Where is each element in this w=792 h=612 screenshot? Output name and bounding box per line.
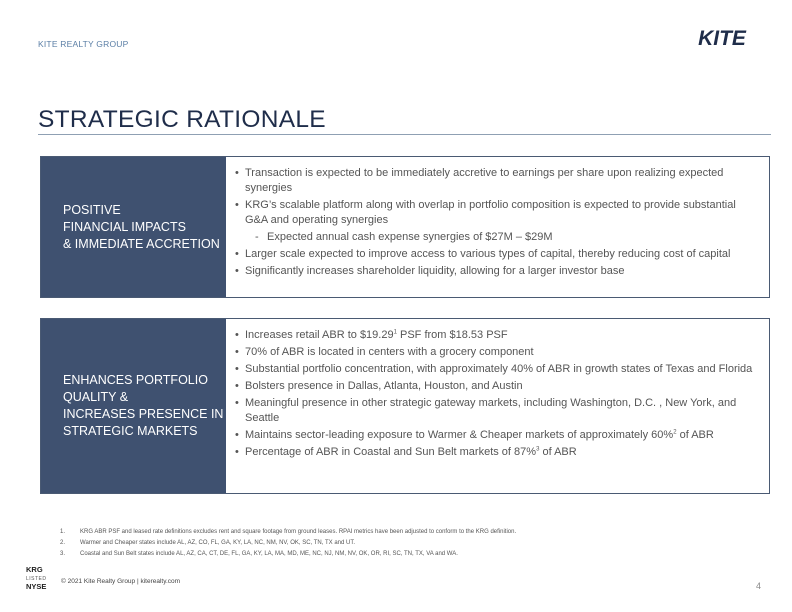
financial-impacts-bullets: [235, 166, 759, 281]
bullet-item: • 70% of ABR is located in centers with a grocery component: [235, 345, 759, 360]
footnote: 1. KRG ABR PSF and leased rate definitions excludes rent and square footage from ground leases. RPAI metrics have been adjusted to conform to the KRG definition.: [60, 529, 517, 535]
footnote: 3. Coastal and Sun Belt states include AL, AZ, CA, CT, DE, FL, GA, KY, LA, MA, MD, ME, NC, NJ, NM, NV, OK, OR, RI, SC, TN, TX, VA and WA.: [60, 551, 458, 557]
svg-text:KITE: KITE: [698, 27, 746, 50]
bullet-item: • Increases retail ABR to $19.29$^1$ PSF from $18.53 PSF: [235, 328, 759, 343]
label-line: ENHANCES PORTFOLIO: [63, 373, 208, 387]
bullet-item: • Transaction is expected to be immediately accretive to earnings per share upon realizing expected synergies: [235, 166, 759, 196]
label-line: FINANCIAL IMPACTS: [63, 219, 186, 234]
footnotes: [60, 527, 516, 560]
bullet-item: • Bolsters presence in Dallas, Atlanta, Houston, and Austin: [235, 379, 759, 394]
portfolio-quality-bullets: [235, 328, 759, 462]
label-line: STRATEGIC MARKETS: [63, 424, 198, 438]
label-line: INCREASES PRESENCE IN: [63, 407, 224, 421]
label-line: & IMMEDIATE ACCRETION: [63, 236, 220, 251]
bullet-item: • Meaningful presence in other strategic gateway markets, including Washington, D.C. , New York, and Seattle: [235, 396, 759, 426]
label-line: QUALITY &: [63, 390, 129, 404]
financial-impacts-label: [41, 157, 226, 297]
copyright: © 2021 Kite Realty Group | kiterealty.com: [61, 578, 181, 585]
bullet-item: • Maintains sector-leading exposure to Warmer & Cheaper markets of approximately 60%$^2$ of ABR: [235, 428, 759, 443]
bullet-item: • Percentage of ABR in Coastal and Sun Belt markets of 87%$^3$ of ABR: [235, 445, 759, 460]
portfolio-quality-label: [41, 319, 226, 493]
page-number: 4: [756, 581, 762, 591]
bullet-item: • Substantial portfolio concentration, with approximately 40% of ABR in growth states of Texas and Florida: [235, 362, 759, 377]
bullet-item: • Significantly increases shareholder liquidity, allowing for a larger investor base: [235, 264, 759, 279]
bullet-item: • KRG’s scalable platform along with overlap in portfolio composition is expected to provide substantial G&A and operating synergies: [235, 198, 759, 228]
nyse-listed-badge: KRG LISTED NYSE: [26, 565, 47, 591]
title-divider: [38, 134, 771, 135]
label-line: POSITIVE: [63, 202, 121, 217]
footnote: 2. Warmer and Cheaper states include AL, AZ, CO, FL, GA, KY, LA, NC, NM, NV, OK, SC, TN, TX and UT.: [60, 540, 355, 546]
kite-logo: [684, 26, 760, 50]
financial-impacts-box: [40, 156, 770, 298]
portfolio-quality-box: [40, 318, 770, 494]
sub-bullet-item: - Expected annual cash expense synergies of $27M – $29M: [235, 230, 759, 245]
company-name: KITE REALTY GROUP: [38, 39, 129, 49]
bullet-item: • Larger scale expected to improve access to various types of capital, thereby reducing cost of capital: [235, 247, 759, 262]
page-title: STRATEGIC RATIONALE: [38, 106, 326, 133]
